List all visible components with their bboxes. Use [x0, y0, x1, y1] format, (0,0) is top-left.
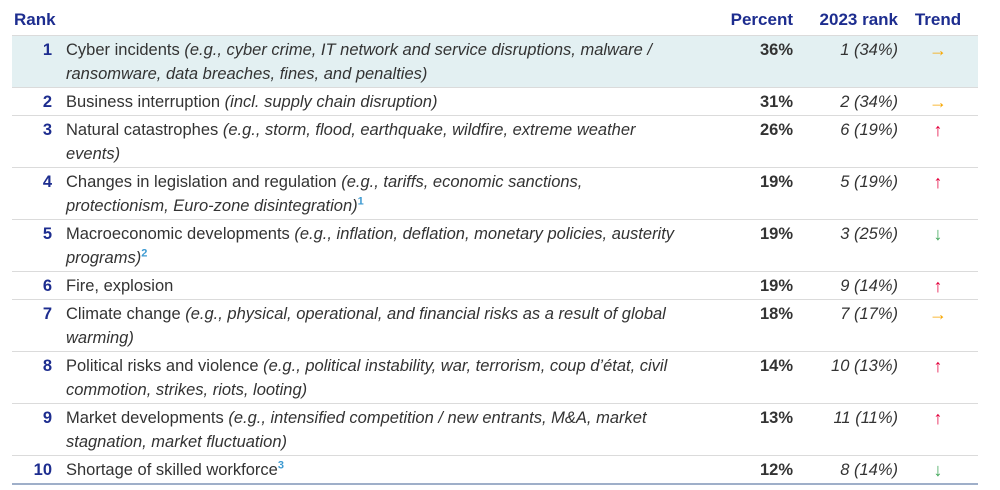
prev-rank-cell: 5 (19%)	[840, 173, 898, 191]
trend-cell	[898, 222, 978, 246]
risk-detail: (e.g., political instability, war, terrorism, coup d’état, civil commotion, strikes, riots, looting)	[66, 357, 668, 399]
rank-cell: 8	[42, 357, 52, 375]
prev-rank-cell: 10 (13%)	[831, 357, 898, 375]
risk-table	[12, 0, 978, 485]
trend-arrow-icon: ↑	[933, 172, 943, 192]
risk-cell	[52, 118, 698, 166]
table-body	[12, 36, 978, 485]
prev-rank-cell: 9 (14%)	[840, 277, 898, 295]
footnote-marker: 2	[141, 247, 148, 260]
rank-cell: 5	[42, 225, 52, 243]
prev-rank-cell: 11 (11%)	[833, 409, 898, 427]
percent-cell: 26%	[759, 121, 793, 139]
risk-name: Macroeconomic developments	[66, 225, 290, 243]
trend-arrow-icon: ↑	[933, 408, 943, 428]
table-row	[12, 88, 978, 116]
prev-rank-cell: 6 (19%)	[840, 121, 898, 139]
rank-cell: 10	[33, 461, 52, 479]
trend-arrow-icon: ↑	[933, 356, 943, 376]
percent-cell: 36%	[759, 41, 793, 59]
percent-cell: 31%	[759, 93, 793, 111]
prev-rank-cell: 1 (34%)	[840, 41, 898, 59]
prev-rank-cell: 3 (25%)	[840, 225, 898, 243]
risk-detail: (e.g., cyber crime, IT network and service disruptions, malware / ransomware, data breaches, fines, and penalties)	[66, 41, 652, 83]
trend-cell	[898, 354, 978, 378]
risk-detail: (e.g., tariffs, economic sanctions, protectionism, Euro-zone disintegration)	[66, 173, 583, 215]
trend-cell	[898, 458, 978, 482]
prev-rank-cell: 8 (14%)	[840, 461, 898, 479]
trend-arrow-icon: ↑	[933, 120, 943, 140]
risk-cell	[52, 170, 698, 218]
table-row	[12, 352, 978, 404]
table-row	[12, 300, 978, 352]
column-header-trend: Trend	[914, 10, 962, 29]
rank-cell: 2	[42, 93, 52, 111]
risk-detail: (e.g., inflation, deflation, monetary policies, austerity programs)	[66, 225, 675, 267]
risk-name: Shortage of skilled workforce	[66, 461, 278, 479]
table-row	[12, 456, 978, 485]
risk-cell	[52, 406, 698, 454]
trend-arrow-icon: →	[929, 92, 947, 112]
trend-arrow-icon: →	[929, 40, 947, 60]
trend-arrow-icon: →	[929, 304, 947, 324]
percent-cell: 13%	[759, 409, 793, 427]
risk-name: Business interruption	[66, 93, 221, 111]
risk-cell	[52, 222, 698, 270]
rank-cell: 3	[42, 121, 52, 139]
rank-cell: 9	[42, 409, 52, 427]
table-row	[12, 168, 978, 220]
prev-rank-cell: 2 (34%)	[840, 93, 898, 111]
rank-cell: 1	[42, 41, 52, 59]
risk-name: Changes in legislation and regulation	[66, 173, 337, 191]
risk-detail: (e.g., storm, flood, earthquake, wildfire, extreme weather events)	[66, 121, 636, 163]
risk-name: Fire, explosion	[66, 277, 174, 295]
rank-cell: 6	[42, 277, 52, 295]
risk-cell	[52, 90, 698, 114]
risk-detail: (e.g., intensified competition / new entrants, M&A, market stagnation, market fluctuation)	[66, 409, 647, 451]
column-header-percent: Percent	[730, 10, 793, 29]
rank-cell: 4	[42, 173, 52, 191]
percent-cell: 14%	[759, 357, 793, 375]
column-header-2023-rank: 2023 rank	[819, 10, 898, 29]
table-row	[12, 116, 978, 168]
table-row	[12, 404, 978, 456]
risk-cell	[52, 458, 698, 482]
risk-cell	[52, 354, 698, 402]
risk-name: Climate change	[66, 305, 181, 323]
trend-cell	[898, 406, 978, 430]
risk-detail: (incl. supply chain disruption)	[220, 93, 438, 111]
risk-cell	[52, 274, 698, 298]
trend-arrow-icon: ↑	[933, 276, 943, 296]
trend-cell	[898, 302, 978, 326]
table-row	[12, 36, 978, 88]
percent-cell: 18%	[759, 305, 793, 323]
trend-cell	[898, 170, 978, 194]
trend-cell	[898, 274, 978, 298]
trend-arrow-icon: ↓	[933, 224, 943, 244]
table-row	[12, 220, 978, 272]
risk-name: Political risks and violence	[66, 357, 259, 375]
risk-detail: (e.g., physical, operational, and financial risks as a result of global warming)	[66, 305, 666, 347]
percent-cell: 19%	[759, 277, 793, 295]
trend-arrow-icon: ↓	[933, 460, 943, 480]
risk-name: Market developments	[66, 409, 224, 427]
risk-name: Cyber incidents	[66, 41, 180, 59]
prev-rank-cell: 7 (17%)	[840, 305, 898, 323]
footnote-marker: 1	[357, 195, 364, 208]
percent-cell: 19%	[759, 173, 793, 191]
trend-cell	[898, 118, 978, 142]
trend-cell	[898, 90, 978, 114]
risk-cell	[52, 302, 698, 350]
footnote-marker: 3	[277, 459, 284, 472]
trend-cell	[898, 38, 978, 62]
risk-cell	[52, 38, 698, 86]
table-row	[12, 272, 978, 300]
risk-name: Natural catastrophes	[66, 121, 219, 139]
column-header-rank: Rank	[14, 10, 56, 29]
percent-cell: 19%	[759, 225, 793, 243]
rank-cell: 7	[42, 305, 52, 323]
table-header	[12, 8, 978, 36]
percent-cell: 12%	[759, 461, 793, 479]
